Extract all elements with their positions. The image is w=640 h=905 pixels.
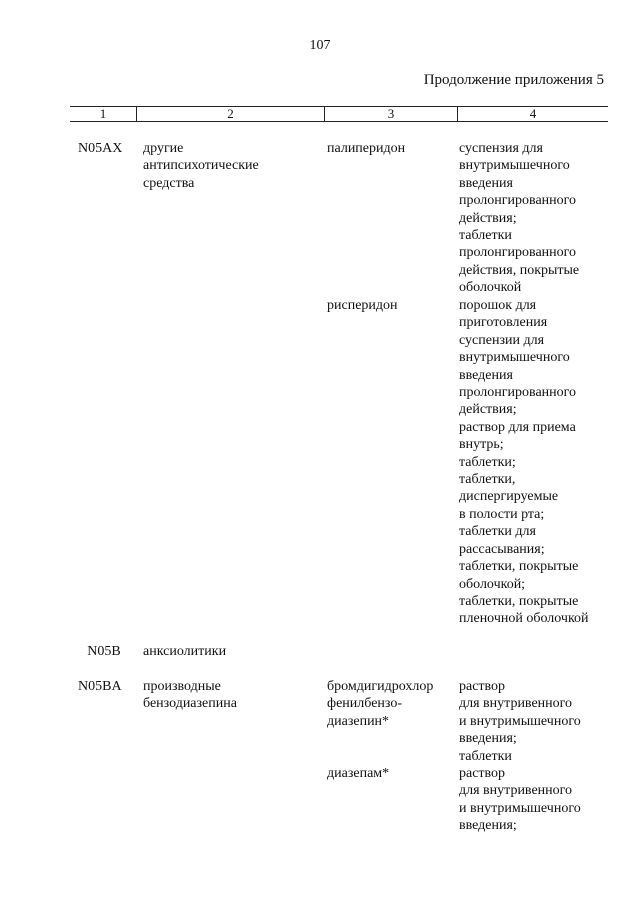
drug-name: диазепам* [327, 766, 390, 781]
page-number: 107 [309, 38, 331, 53]
drug-name: палиперидон [327, 141, 406, 156]
dosage-forms: порошок для приготовления суспензии для внутримышечного введения пролонгированного действия; раствор для приема внутрь; таблетки; таблетки, диспергируемые в полости рта; таблетки для рассасывания; таблетки, покрытые оболочкой; таблетки, покрытые пленочной оболочкой [459, 298, 589, 627]
header-col-4: 4 [529, 106, 537, 121]
drug-name: рисперидон [327, 298, 398, 313]
group-name: производные бензодиазепина [143, 679, 237, 712]
dosage-forms: суспензия для внутримышечного введения пролонгированного действия; таблетки пролонгированного действия, покрытые оболочкой [459, 141, 580, 296]
atc-code: N05AX [78, 141, 123, 156]
header-col-3: 3 [387, 106, 395, 121]
table-header [70, 106, 608, 122]
group-name: другие антипсихотические средства [143, 141, 259, 191]
header-col-1: 1 [99, 106, 107, 121]
drug-name: бромдигидрохлор фенилбензо- диазепин* [327, 679, 434, 729]
header-col-2: 2 [227, 106, 234, 121]
continuation-title: Продолжение приложения 5 [423, 72, 604, 88]
atc-code: N05B [87, 644, 121, 659]
group-name: анксиолитики [143, 644, 227, 659]
atc-code: N05BA [78, 679, 122, 694]
dosage-forms: раствор для внутривенного и внутримышечного введения; [459, 766, 581, 834]
dosage-forms: раствор для внутривенного и внутримышечного введения; таблетки [459, 679, 581, 764]
